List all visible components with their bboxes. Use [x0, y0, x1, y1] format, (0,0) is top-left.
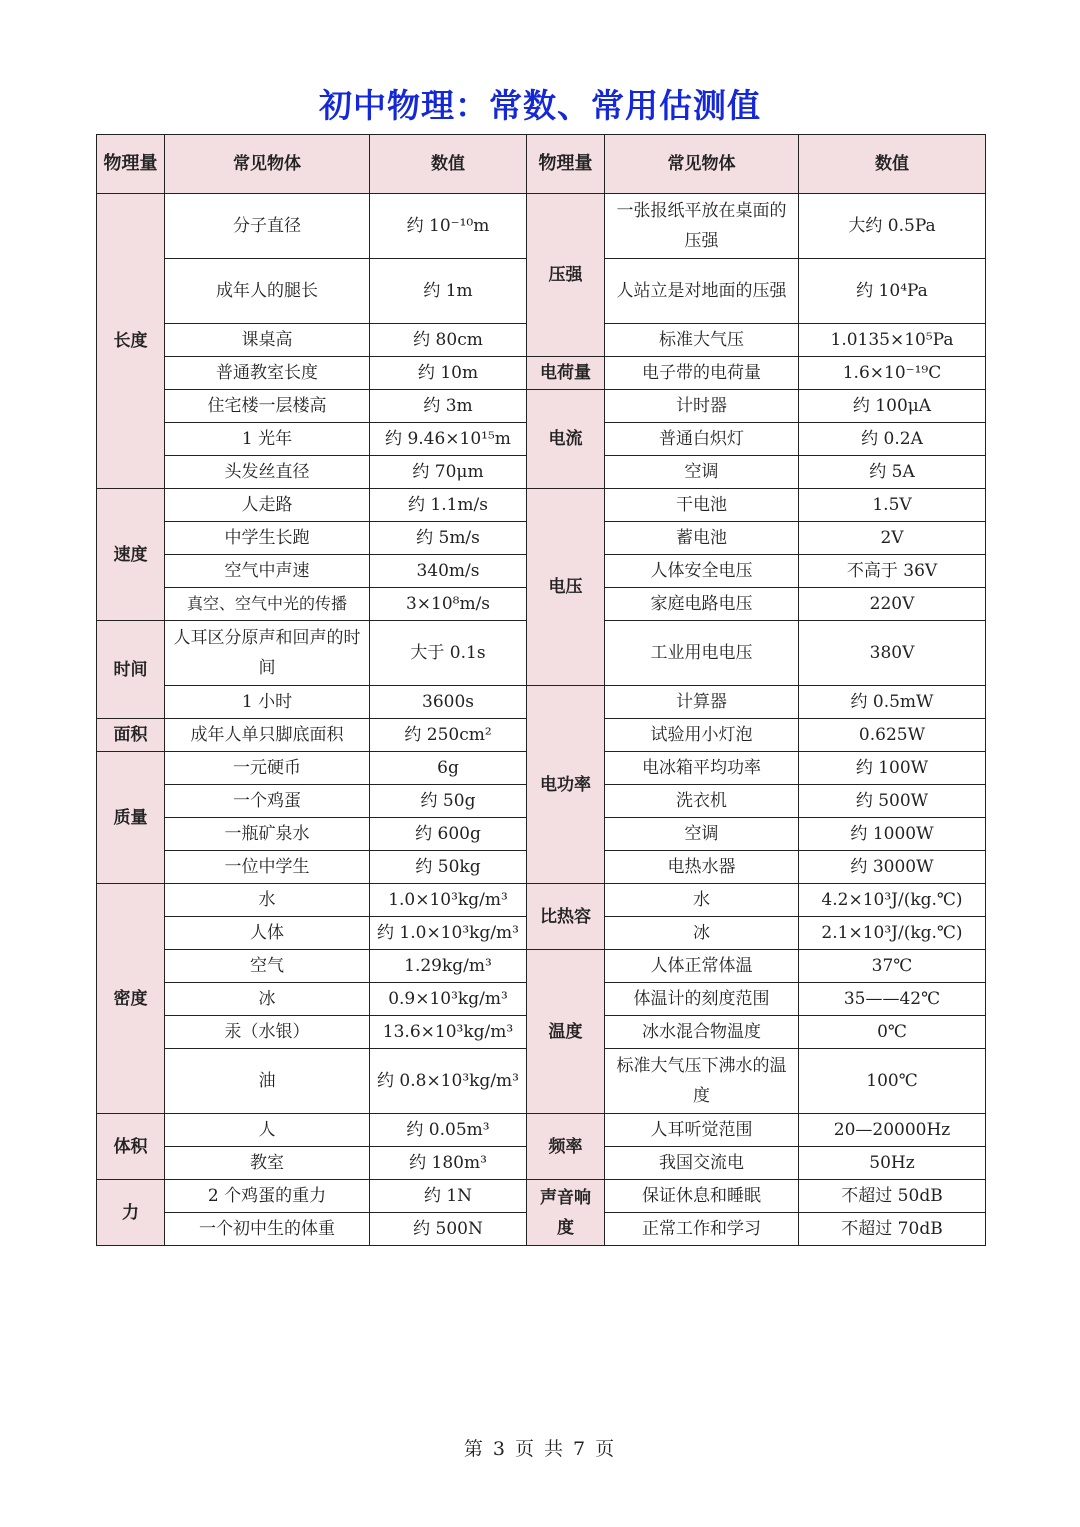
value-cell: 约 9.46×10¹⁵m	[370, 423, 527, 456]
object-cell: 试验用小灯泡	[605, 719, 799, 752]
table-row	[97, 489, 986, 522]
value-cell: 0℃	[799, 1016, 986, 1049]
object-cell: 教室	[165, 1147, 370, 1180]
header-value: 数值	[370, 135, 527, 194]
object-cell: 体温计的刻度范围	[605, 983, 799, 1016]
quantity-power: 电功率	[527, 686, 605, 884]
object-cell: 一瓶矿泉水	[165, 818, 370, 851]
object-cell: 一元硬币	[165, 752, 370, 785]
object-cell: 人走路	[165, 489, 370, 522]
object-cell: 普通白炽灯	[605, 423, 799, 456]
value-cell: 约 250cm²	[370, 719, 527, 752]
object-cell: 人耳区分原声和回声的时间	[165, 621, 370, 686]
value-cell: 约 0.05m³	[370, 1114, 527, 1147]
table-row	[97, 686, 986, 719]
value-cell: 约 600g	[370, 818, 527, 851]
value-cell: 约 10⁻¹⁰m	[370, 194, 527, 259]
object-cell: 住宅楼一层楼高	[165, 390, 370, 423]
quantity-loudness: 声音响度	[527, 1180, 605, 1246]
quantity-frequency: 频率	[527, 1114, 605, 1180]
object-cell: 成年人单只脚底面积	[165, 719, 370, 752]
page-footer: 第 3 页 共 7 页	[463, 1438, 617, 1460]
value-cell: 20—20000Hz	[799, 1114, 986, 1147]
value-cell: 约 0.5mW	[799, 686, 986, 719]
value-cell: 约 10⁴Pa	[799, 259, 986, 324]
value-cell: 约 3m	[370, 390, 527, 423]
object-cell: 课桌高	[165, 324, 370, 357]
quantity-density: 密度	[97, 884, 165, 1114]
object-cell: 成年人的腿长	[165, 259, 370, 324]
object-cell: 头发丝直径	[165, 456, 370, 489]
page-title: 初中物理：常数、常用估测值	[319, 86, 761, 125]
table-row	[97, 194, 986, 259]
quantity-current: 电流	[527, 390, 605, 489]
value-cell: 约 1.0×10³kg/m³	[370, 917, 527, 950]
header-object: 常见物体	[165, 135, 370, 194]
constants-table	[96, 134, 986, 1246]
value-cell: 35——42℃	[799, 983, 986, 1016]
object-cell: 水	[605, 884, 799, 917]
object-cell: 1 小时	[165, 686, 370, 719]
table-row	[97, 357, 986, 390]
quantity-voltage: 电压	[527, 489, 605, 686]
object-cell: 人	[165, 1114, 370, 1147]
object-cell: 保证休息和睡眠	[605, 1180, 799, 1213]
header-quantity: 物理量	[527, 135, 605, 194]
object-cell: 电子带的电荷量	[605, 357, 799, 390]
value-cell: 约 50g	[370, 785, 527, 818]
object-cell: 人耳听觉范围	[605, 1114, 799, 1147]
value-cell: 380V	[799, 621, 986, 686]
value-cell: 约 10m	[370, 357, 527, 390]
object-cell: 空气	[165, 950, 370, 983]
object-cell: 蓄电池	[605, 522, 799, 555]
value-cell: 大于 0.1s	[370, 621, 527, 686]
object-cell: 冰水混合物温度	[605, 1016, 799, 1049]
value-cell: 100℃	[799, 1049, 986, 1114]
object-cell: 中学生长跑	[165, 522, 370, 555]
object-cell: 油	[165, 1049, 370, 1114]
quantity-pressure: 压强	[527, 194, 605, 357]
table-row	[97, 884, 986, 917]
table-row	[97, 390, 986, 423]
value-cell: 3×10⁸m/s	[370, 588, 527, 621]
object-cell: 一位中学生	[165, 851, 370, 884]
value-cell: 1.29kg/m³	[370, 950, 527, 983]
value-cell: 不超过 50dB	[799, 1180, 986, 1213]
table-row	[97, 1180, 986, 1213]
value-cell: 1.0135×10⁵Pa	[799, 324, 986, 357]
value-cell: 约 500N	[370, 1213, 527, 1246]
object-cell: 人体	[165, 917, 370, 950]
value-cell: 约 70μm	[370, 456, 527, 489]
object-cell: 一张报纸平放在桌面的压强	[605, 194, 799, 259]
header-value: 数值	[799, 135, 986, 194]
table-row	[97, 950, 986, 983]
value-cell: 1.0×10³kg/m³	[370, 884, 527, 917]
value-cell: 4.2×10³J/(kg.℃)	[799, 884, 986, 917]
value-cell: 2V	[799, 522, 986, 555]
object-cell: 冰	[165, 983, 370, 1016]
value-cell: 2.1×10³J/(kg.℃)	[799, 917, 986, 950]
value-cell: 约 3000W	[799, 851, 986, 884]
header-object: 常见物体	[605, 135, 799, 194]
value-cell: 1.6×10⁻¹⁹C	[799, 357, 986, 390]
value-cell: 约 0.8×10³kg/m³	[370, 1049, 527, 1114]
value-cell: 约 80cm	[370, 324, 527, 357]
header-row	[97, 135, 986, 194]
object-cell: 空调	[605, 818, 799, 851]
object-cell: 人体正常体温	[605, 950, 799, 983]
value-cell: 0.625W	[799, 719, 986, 752]
value-cell: 1.5V	[799, 489, 986, 522]
value-cell: 3600s	[370, 686, 527, 719]
value-cell: 约 100W	[799, 752, 986, 785]
object-cell: 2 个鸡蛋的重力	[165, 1180, 370, 1213]
value-cell: 6g	[370, 752, 527, 785]
quantity-charge: 电荷量	[527, 357, 605, 390]
value-cell: 约 1N	[370, 1180, 527, 1213]
value-cell: 不高于 36V	[799, 555, 986, 588]
value-cell: 约 5A	[799, 456, 986, 489]
object-cell: 计时器	[605, 390, 799, 423]
value-cell: 37℃	[799, 950, 986, 983]
object-cell: 空气中声速	[165, 555, 370, 588]
value-cell: 约 180m³	[370, 1147, 527, 1180]
value-cell: 约 50kg	[370, 851, 527, 884]
value-cell: 0.9×10³kg/m³	[370, 983, 527, 1016]
value-cell: 大约 0.5Pa	[799, 194, 986, 259]
value-cell: 约 0.2A	[799, 423, 986, 456]
object-cell: 标准大气压	[605, 324, 799, 357]
object-cell: 家庭电路电压	[605, 588, 799, 621]
quantity-time: 时间	[97, 621, 165, 719]
value-cell: 约 5m/s	[370, 522, 527, 555]
object-cell: 汞（水银）	[165, 1016, 370, 1049]
object-cell: 人体安全电压	[605, 555, 799, 588]
value-cell: 约 500W	[799, 785, 986, 818]
quantity-mass: 质量	[97, 752, 165, 884]
quantity-force: 力	[97, 1180, 165, 1246]
value-cell: 220V	[799, 588, 986, 621]
object-cell: 一个初中生的体重	[165, 1213, 370, 1246]
object-cell: 真空、空气中光的传播	[165, 588, 370, 621]
object-cell: 电热水器	[605, 851, 799, 884]
value-cell: 340m/s	[370, 555, 527, 588]
object-cell: 1 光年	[165, 423, 370, 456]
quantity-specific-heat: 比热容	[527, 884, 605, 950]
quantity-speed: 速度	[97, 489, 165, 621]
object-cell: 空调	[605, 456, 799, 489]
table-row	[97, 1114, 986, 1147]
quantity-length: 长度	[97, 194, 165, 489]
quantity-temperature: 温度	[527, 950, 605, 1114]
object-cell: 水	[165, 884, 370, 917]
object-cell: 人站立是对地面的压强	[605, 259, 799, 324]
object-cell: 正常工作和学习	[605, 1213, 799, 1246]
value-cell: 约 1m	[370, 259, 527, 324]
object-cell: 计算器	[605, 686, 799, 719]
header-quantity: 物理量	[97, 135, 165, 194]
object-cell: 工业用电电压	[605, 621, 799, 686]
value-cell: 约 1.1m/s	[370, 489, 527, 522]
object-cell: 冰	[605, 917, 799, 950]
value-cell: 约 100μA	[799, 390, 986, 423]
quantity-area: 面积	[97, 719, 165, 752]
value-cell: 不超过 70dB	[799, 1213, 986, 1246]
object-cell: 普通教室长度	[165, 357, 370, 390]
quantity-volume: 体积	[97, 1114, 165, 1180]
object-cell: 干电池	[605, 489, 799, 522]
value-cell: 50Hz	[799, 1147, 986, 1180]
object-cell: 电冰箱平均功率	[605, 752, 799, 785]
object-cell: 一个鸡蛋	[165, 785, 370, 818]
object-cell: 洗衣机	[605, 785, 799, 818]
object-cell: 分子直径	[165, 194, 370, 259]
object-cell: 标准大气压下沸水的温度	[605, 1049, 799, 1114]
value-cell: 13.6×10³kg/m³	[370, 1016, 527, 1049]
object-cell: 我国交流电	[605, 1147, 799, 1180]
value-cell: 约 1000W	[799, 818, 986, 851]
